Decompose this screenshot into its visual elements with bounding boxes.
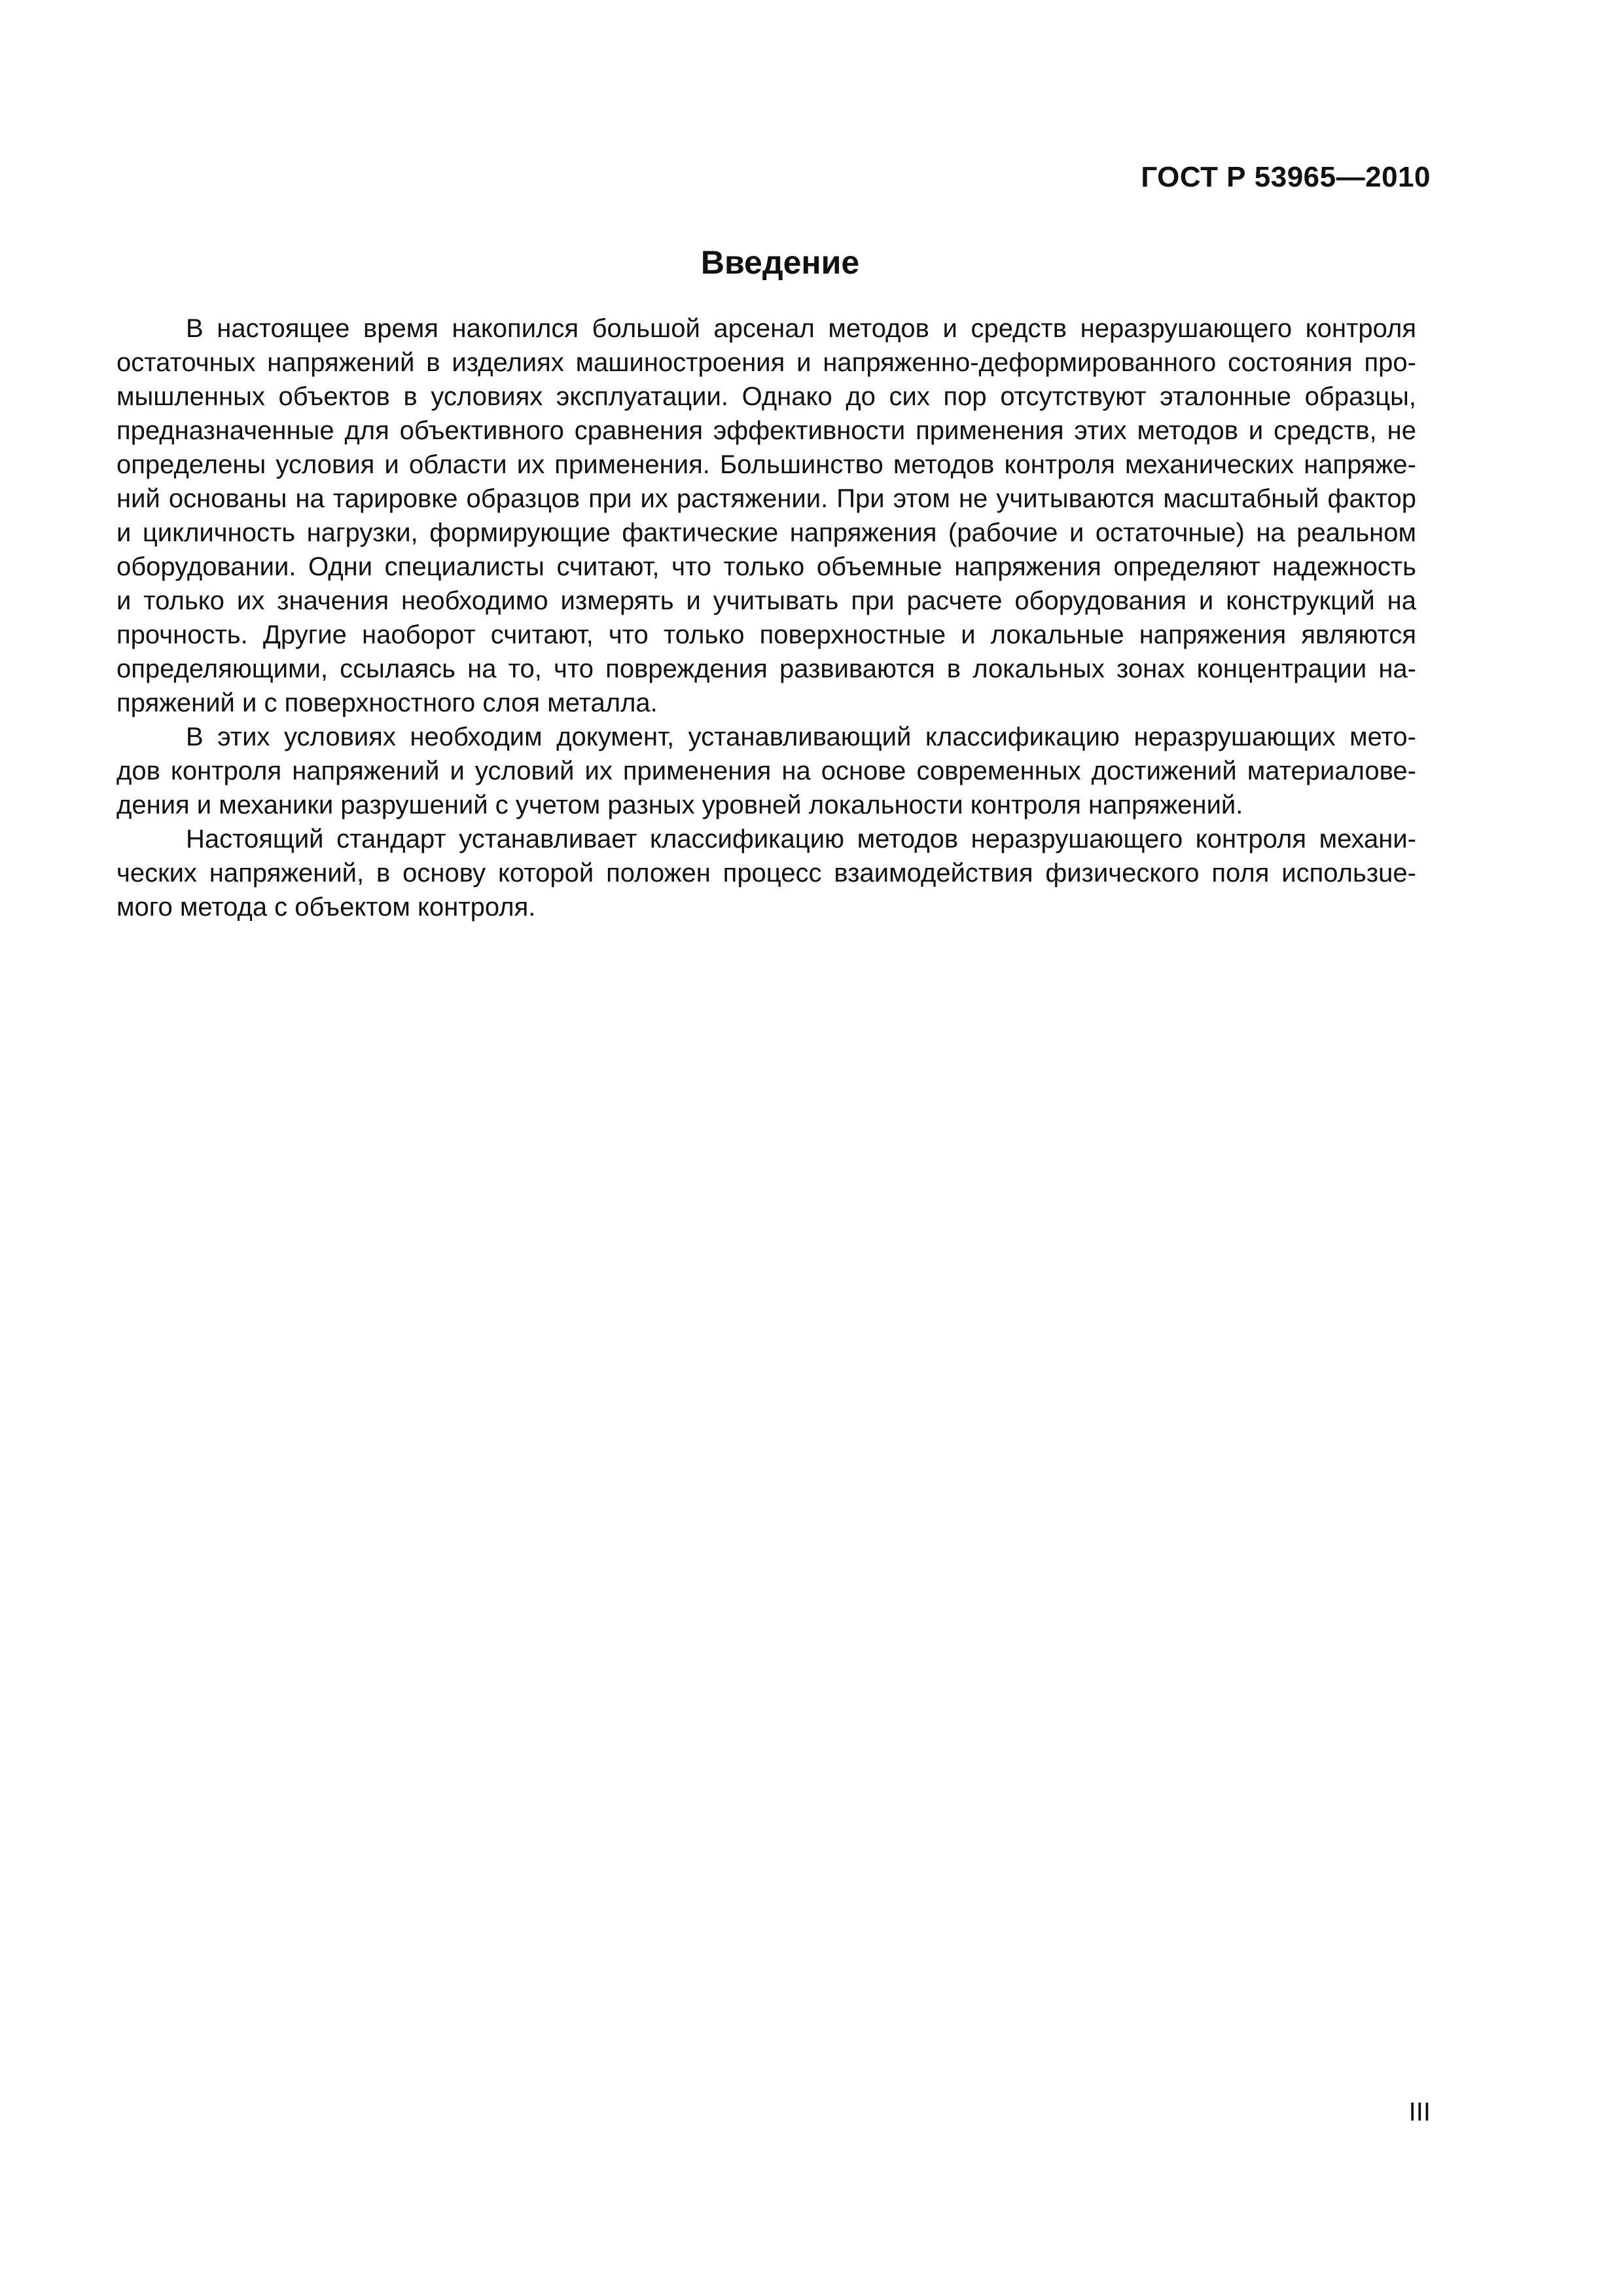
text-line: предназначенные для объективного сравнения эффективности применения этих методов и средств, не — [116, 416, 1416, 445]
text-line: дов контроля напряжений и условий их применения на основе современных достижений материалове- — [116, 757, 1416, 785]
body-text — [116, 312, 1416, 924]
paragraph-1 — [116, 312, 1416, 720]
text-line: дения и механики разрушений с учетом разных уровней локальности контроля напряжений. — [116, 791, 1243, 819]
text-line: остаточных напряжений в изделиях машиностроения и напряженно-деформированного состояния про- — [116, 348, 1416, 377]
text-line: ческих напряжений, в основу которой положен процесс взаимодействия физического поля использue- — [116, 859, 1416, 888]
text-line: В настоящее время накопился большой арсенал методов и средств неразрушающего контроля — [186, 314, 1416, 343]
text-line: мого метода с объектом контроля. — [116, 893, 536, 922]
text-line: оборудовании. Одни специалисты считают, что только объемные напряжения определяют надежность — [116, 552, 1416, 581]
document-code: ГОСТ Р 53965—2010 — [1141, 161, 1431, 193]
text-line: прочность. Другие наоборот считают, что только поверхностные и локальные напряжения являются — [116, 620, 1416, 649]
text-line: и цикличность нагрузки, формирующие фактические напряжения (рабочие и остаточные) на реальном — [116, 518, 1416, 547]
text-line: определяющими, ссылаясь на то, что повреждения развиваются в локальных зонах концентрации на- — [116, 655, 1416, 683]
text-line: Настоящий стандарт устанавливает классификацию методов неразрушающего контроля механи- — [186, 825, 1416, 853]
text-line: В этих условиях необходим документ, устанавливающий классификацию неразрушающих мето- — [186, 723, 1416, 751]
paragraph-3 — [116, 822, 1416, 924]
text-line: пряжений и с поверхностного слоя металла. — [116, 689, 658, 717]
text-line: ний основаны на тарировке образцов при их растяжении. При этом не учитываются масштабный фактор — [116, 484, 1416, 513]
section-title: Введение — [700, 244, 860, 281]
text-line: и только их значения необходимо измерять и учитывать при расчете оборудования и конструкций на — [116, 586, 1416, 615]
text-line: мышленных объектов в условиях эксплуатации. Однако до сих пор отсутствуют эталонные образцы, — [116, 382, 1416, 411]
paragraph-2 — [116, 720, 1416, 822]
page-number: III — [1408, 2098, 1431, 2126]
text-line: определены условия и области их применения. Большинство методов контроля механических напряже- — [116, 450, 1416, 479]
